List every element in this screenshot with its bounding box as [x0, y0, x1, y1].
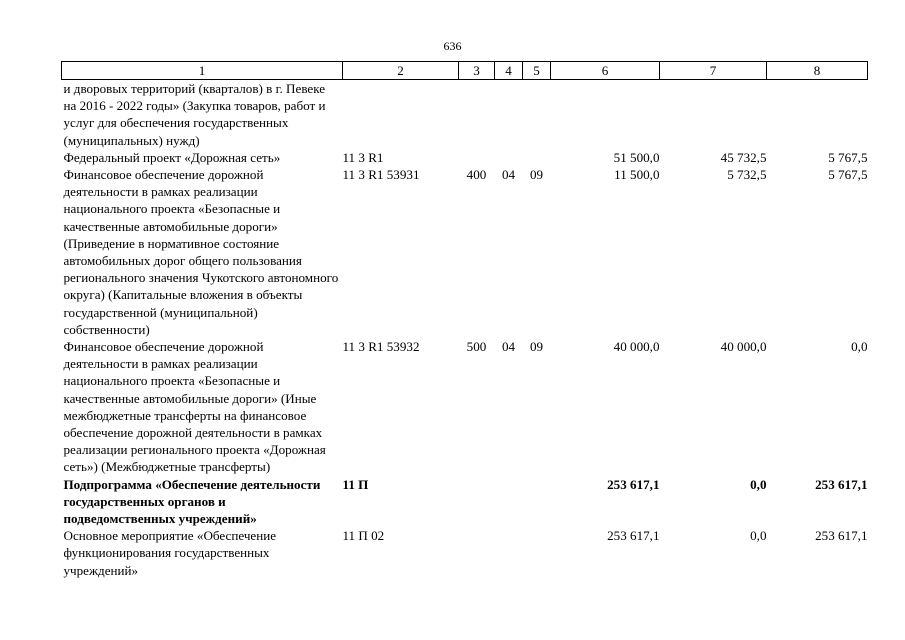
- row-vr: 400: [466, 167, 487, 183]
- row-pr: 09: [529, 167, 544, 183]
- row-code: 11 3 R1 53931: [342, 167, 420, 183]
- row-code: 11 П: [342, 476, 369, 492]
- row-pr: 09: [529, 339, 544, 355]
- row-name: Основное мероприятие «Обеспечение функционирования государственных учреждений»: [63, 528, 277, 578]
- row-value-7: [660, 80, 767, 149]
- row-name: Финансовое обеспечение дорожной деятельности в рамках реализации национального проекта «Безопасные и качественные автомобильные дороги» (Иные межбюджетные трансферты на финансовое обеспечение дорожной деятельности в рамках реализации регионального проекта «Дорожная сеть») (Межбюджетные трансферты): [63, 339, 326, 475]
- row-vr: [459, 149, 495, 166]
- column-header-4: 4: [495, 62, 523, 80]
- row-name: Подпрограмма «Обеспечение деятельности государственных органов и подведомственных учреждений»: [63, 476, 321, 527]
- row-rz: [495, 149, 523, 166]
- column-header-2: 2: [343, 62, 459, 80]
- row-value-7: 45 732,5: [720, 149, 767, 165]
- budget-table: [61, 61, 868, 579]
- column-header-3: 3: [459, 62, 495, 80]
- page-number: 636: [443, 39, 462, 53]
- row-pr: [523, 527, 551, 579]
- row-value-7: 0,0: [750, 528, 767, 544]
- row-vr: [459, 80, 495, 149]
- row-rz: [495, 80, 523, 149]
- row-name: Федеральный проект «Дорожная сеть»: [63, 149, 281, 165]
- row-pr: [523, 476, 551, 528]
- table-row: [62, 527, 868, 579]
- row-code: 11 П 02: [342, 528, 385, 544]
- row-value-8: [767, 80, 868, 149]
- row-value-7: 0,0: [750, 476, 767, 492]
- row-code: 11 3 R1: [342, 149, 384, 165]
- row-vr: [459, 527, 495, 579]
- table-row: [62, 80, 868, 149]
- row-value-6: 51 500,0: [613, 149, 660, 165]
- table-header-row: [62, 62, 868, 80]
- row-value-7: 5 732,5: [727, 167, 767, 183]
- row-rz: [495, 527, 523, 579]
- column-header-6: 6: [551, 62, 660, 80]
- row-code: [343, 80, 459, 149]
- row-code: 11 3 R1 53932: [342, 339, 420, 355]
- column-header-1: 1: [62, 62, 343, 80]
- row-name: и дворовых территорий (кварталов) в г. Певеке на 2016 - 2022 годы» (Закупка товаров, работ и услуг для обеспечения государственных (муниципальных) нужд): [63, 81, 326, 148]
- row-value-8: 0,0: [851, 339, 868, 355]
- row-value-6: 40 000,0: [613, 339, 660, 355]
- row-value-8: 5 767,5: [828, 149, 868, 165]
- row-value-8: 253 617,1: [815, 476, 868, 492]
- table-row-subprogram: [62, 476, 868, 528]
- row-value-8: 5 767,5: [828, 167, 868, 183]
- row-name: Финансовое обеспечение дорожной деятельности в рамках реализации национального проекта «Безопасные и качественные автомобильные дороги» (Приведение в нормативное состояние автомобильных дорог общего пользования регионального значения Чукотского автономного округа) (Капитальные вложения в объекты государственной (муниципальной) собственности): [63, 167, 339, 337]
- row-value-7: 40 000,0: [720, 339, 767, 355]
- row-vr: [459, 476, 495, 528]
- row-pr: [523, 149, 551, 166]
- row-pr: [523, 80, 551, 149]
- row-value-6: [551, 80, 660, 149]
- table-row: [62, 338, 868, 476]
- row-value-6: 253 617,1: [607, 528, 660, 544]
- table-row: [62, 149, 868, 166]
- row-vr: 500: [466, 339, 487, 355]
- column-header-8: 8: [767, 62, 868, 80]
- row-rz: 04: [501, 167, 516, 183]
- column-header-7: 7: [660, 62, 767, 80]
- table-row: [62, 166, 868, 338]
- row-rz: 04: [501, 339, 516, 355]
- row-rz: [495, 476, 523, 528]
- column-header-5: 5: [523, 62, 551, 80]
- row-value-6: 11 500,0: [614, 167, 660, 183]
- row-value-6: 253 617,1: [607, 476, 660, 492]
- row-value-8: 253 617,1: [815, 528, 868, 544]
